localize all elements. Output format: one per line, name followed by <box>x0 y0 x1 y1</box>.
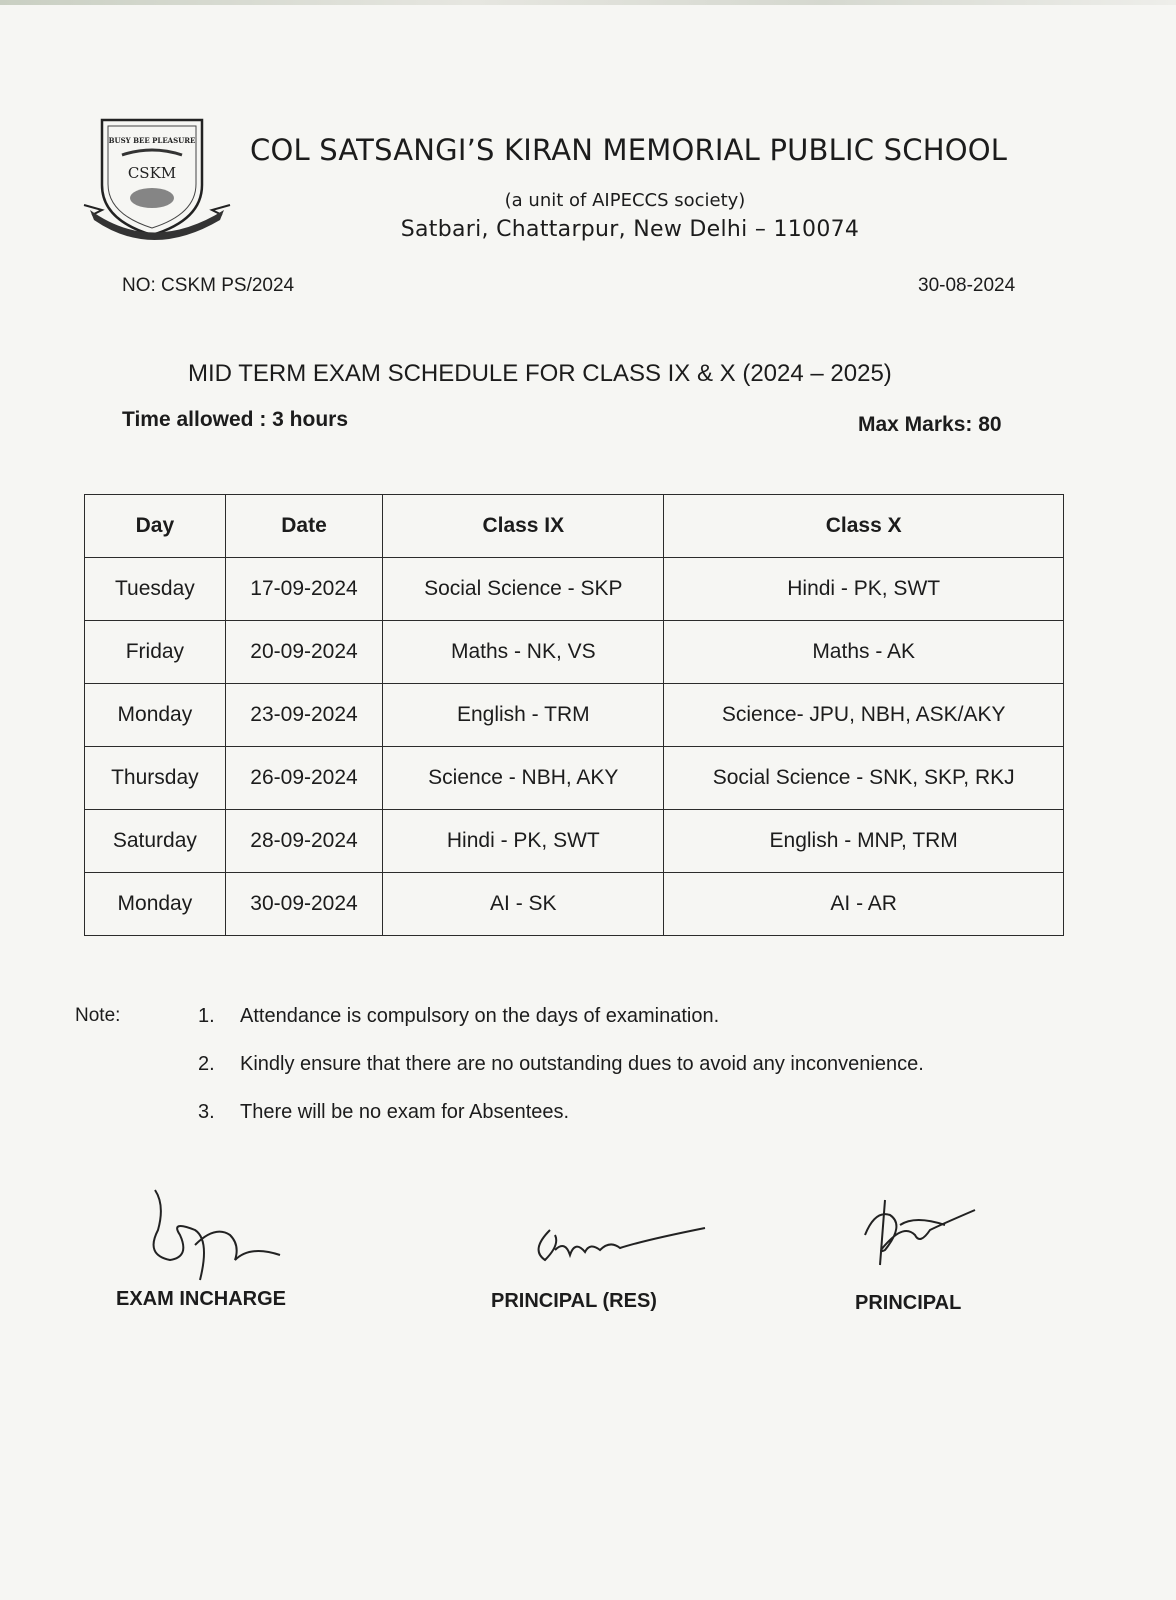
table-row <box>85 684 1064 747</box>
header-class-x: Class X <box>664 495 1064 558</box>
signatory-principal: PRINCIPAL <box>855 1292 962 1314</box>
document-date: 30-08-2024 <box>918 275 1016 296</box>
cell-day: Friday <box>85 621 226 684</box>
cell-day: Saturday <box>85 810 226 873</box>
cell-class-x: Hindi - PK, SWT <box>664 558 1064 621</box>
logo-monogram: CSKM <box>127 164 177 182</box>
signatory-principal-res: PRINCIPAL (RES) <box>491 1290 657 1312</box>
school-unit: (a unit of AIPECCS society) <box>504 190 746 211</box>
note-text: Attendance is compulsory on the days of examination. <box>240 1005 720 1027</box>
cell-date: 17-09-2024 <box>225 558 383 621</box>
cell-class-x: Science- JPU, NBH, ASK/AKY <box>664 684 1064 747</box>
school-name: COL SATSANGI’S KIRAN MEMORIAL PUBLIC SCHOOL <box>250 133 1008 167</box>
cell-class-ix: English - TRM <box>383 684 664 747</box>
principal-res-signature <box>525 1220 715 1280</box>
note-text: Kindly ensure that there are no outstanding dues to avoid any inconvenience. <box>240 1053 924 1075</box>
note-number: 1. <box>198 1005 215 1027</box>
table-row <box>85 621 1064 684</box>
max-marks: Max Marks: 80 <box>858 413 1002 436</box>
cell-class-ix: AI - SK <box>383 873 664 936</box>
note-number: 2. <box>198 1053 215 1075</box>
cell-class-x: English - MNP, TRM <box>664 810 1064 873</box>
school-address: Satbari, Chattarpur, New Delhi – 110074 <box>400 217 860 242</box>
note-number: 3. <box>198 1101 215 1123</box>
cell-date: 23-09-2024 <box>225 684 383 747</box>
exam-incharge-signature <box>140 1185 290 1295</box>
schedule-heading: MID TERM EXAM SCHEDULE FOR CLASS IX & X (2024 – 2025) <box>188 360 892 387</box>
cell-day: Thursday <box>85 747 226 810</box>
table-header-row <box>85 495 1064 558</box>
logo-motto: BUSY BEE PLEASURE <box>108 136 196 145</box>
note-item <box>198 1053 924 1076</box>
header-day: Day <box>85 495 226 558</box>
cell-date: 30-09-2024 <box>225 873 383 936</box>
cell-class-ix: Social Science - SKP <box>383 558 664 621</box>
cell-day: Tuesday <box>85 558 226 621</box>
cell-class-x: AI - AR <box>664 873 1064 936</box>
cell-class-ix: Science - NBH, AKY <box>383 747 664 810</box>
school-crest-logo <box>82 110 232 250</box>
exam-schedule-table <box>84 494 1064 936</box>
cell-date: 28-09-2024 <box>225 810 383 873</box>
cell-day: Monday <box>85 873 226 936</box>
notes-label: Note: <box>75 1005 121 1026</box>
cell-class-x: Social Science - SNK, SKP, RKJ <box>664 747 1064 810</box>
cell-class-ix: Hindi - PK, SWT <box>383 810 664 873</box>
reference-number: NO: CSKM PS/2024 <box>122 275 295 296</box>
cell-day: Monday <box>85 684 226 747</box>
signatory-exam-incharge: EXAM INCHARGE <box>116 1288 287 1310</box>
cell-date: 20-09-2024 <box>225 621 383 684</box>
cell-date: 26-09-2024 <box>225 747 383 810</box>
cell-class-x: Maths - AK <box>664 621 1064 684</box>
table-row <box>85 873 1064 936</box>
cell-class-ix: Maths - NK, VS <box>383 621 664 684</box>
header-date: Date <box>225 495 383 558</box>
note-text: There will be no exam for Absentees. <box>240 1101 570 1123</box>
header-class-ix: Class IX <box>383 495 664 558</box>
table-row <box>85 810 1064 873</box>
table-row <box>85 747 1064 810</box>
time-allowed: Time allowed : 3 hours <box>122 408 348 431</box>
principal-signature <box>845 1195 985 1290</box>
page-edge <box>0 0 1176 5</box>
table-row <box>85 558 1064 621</box>
note-item <box>198 1005 719 1028</box>
note-item <box>198 1101 569 1124</box>
